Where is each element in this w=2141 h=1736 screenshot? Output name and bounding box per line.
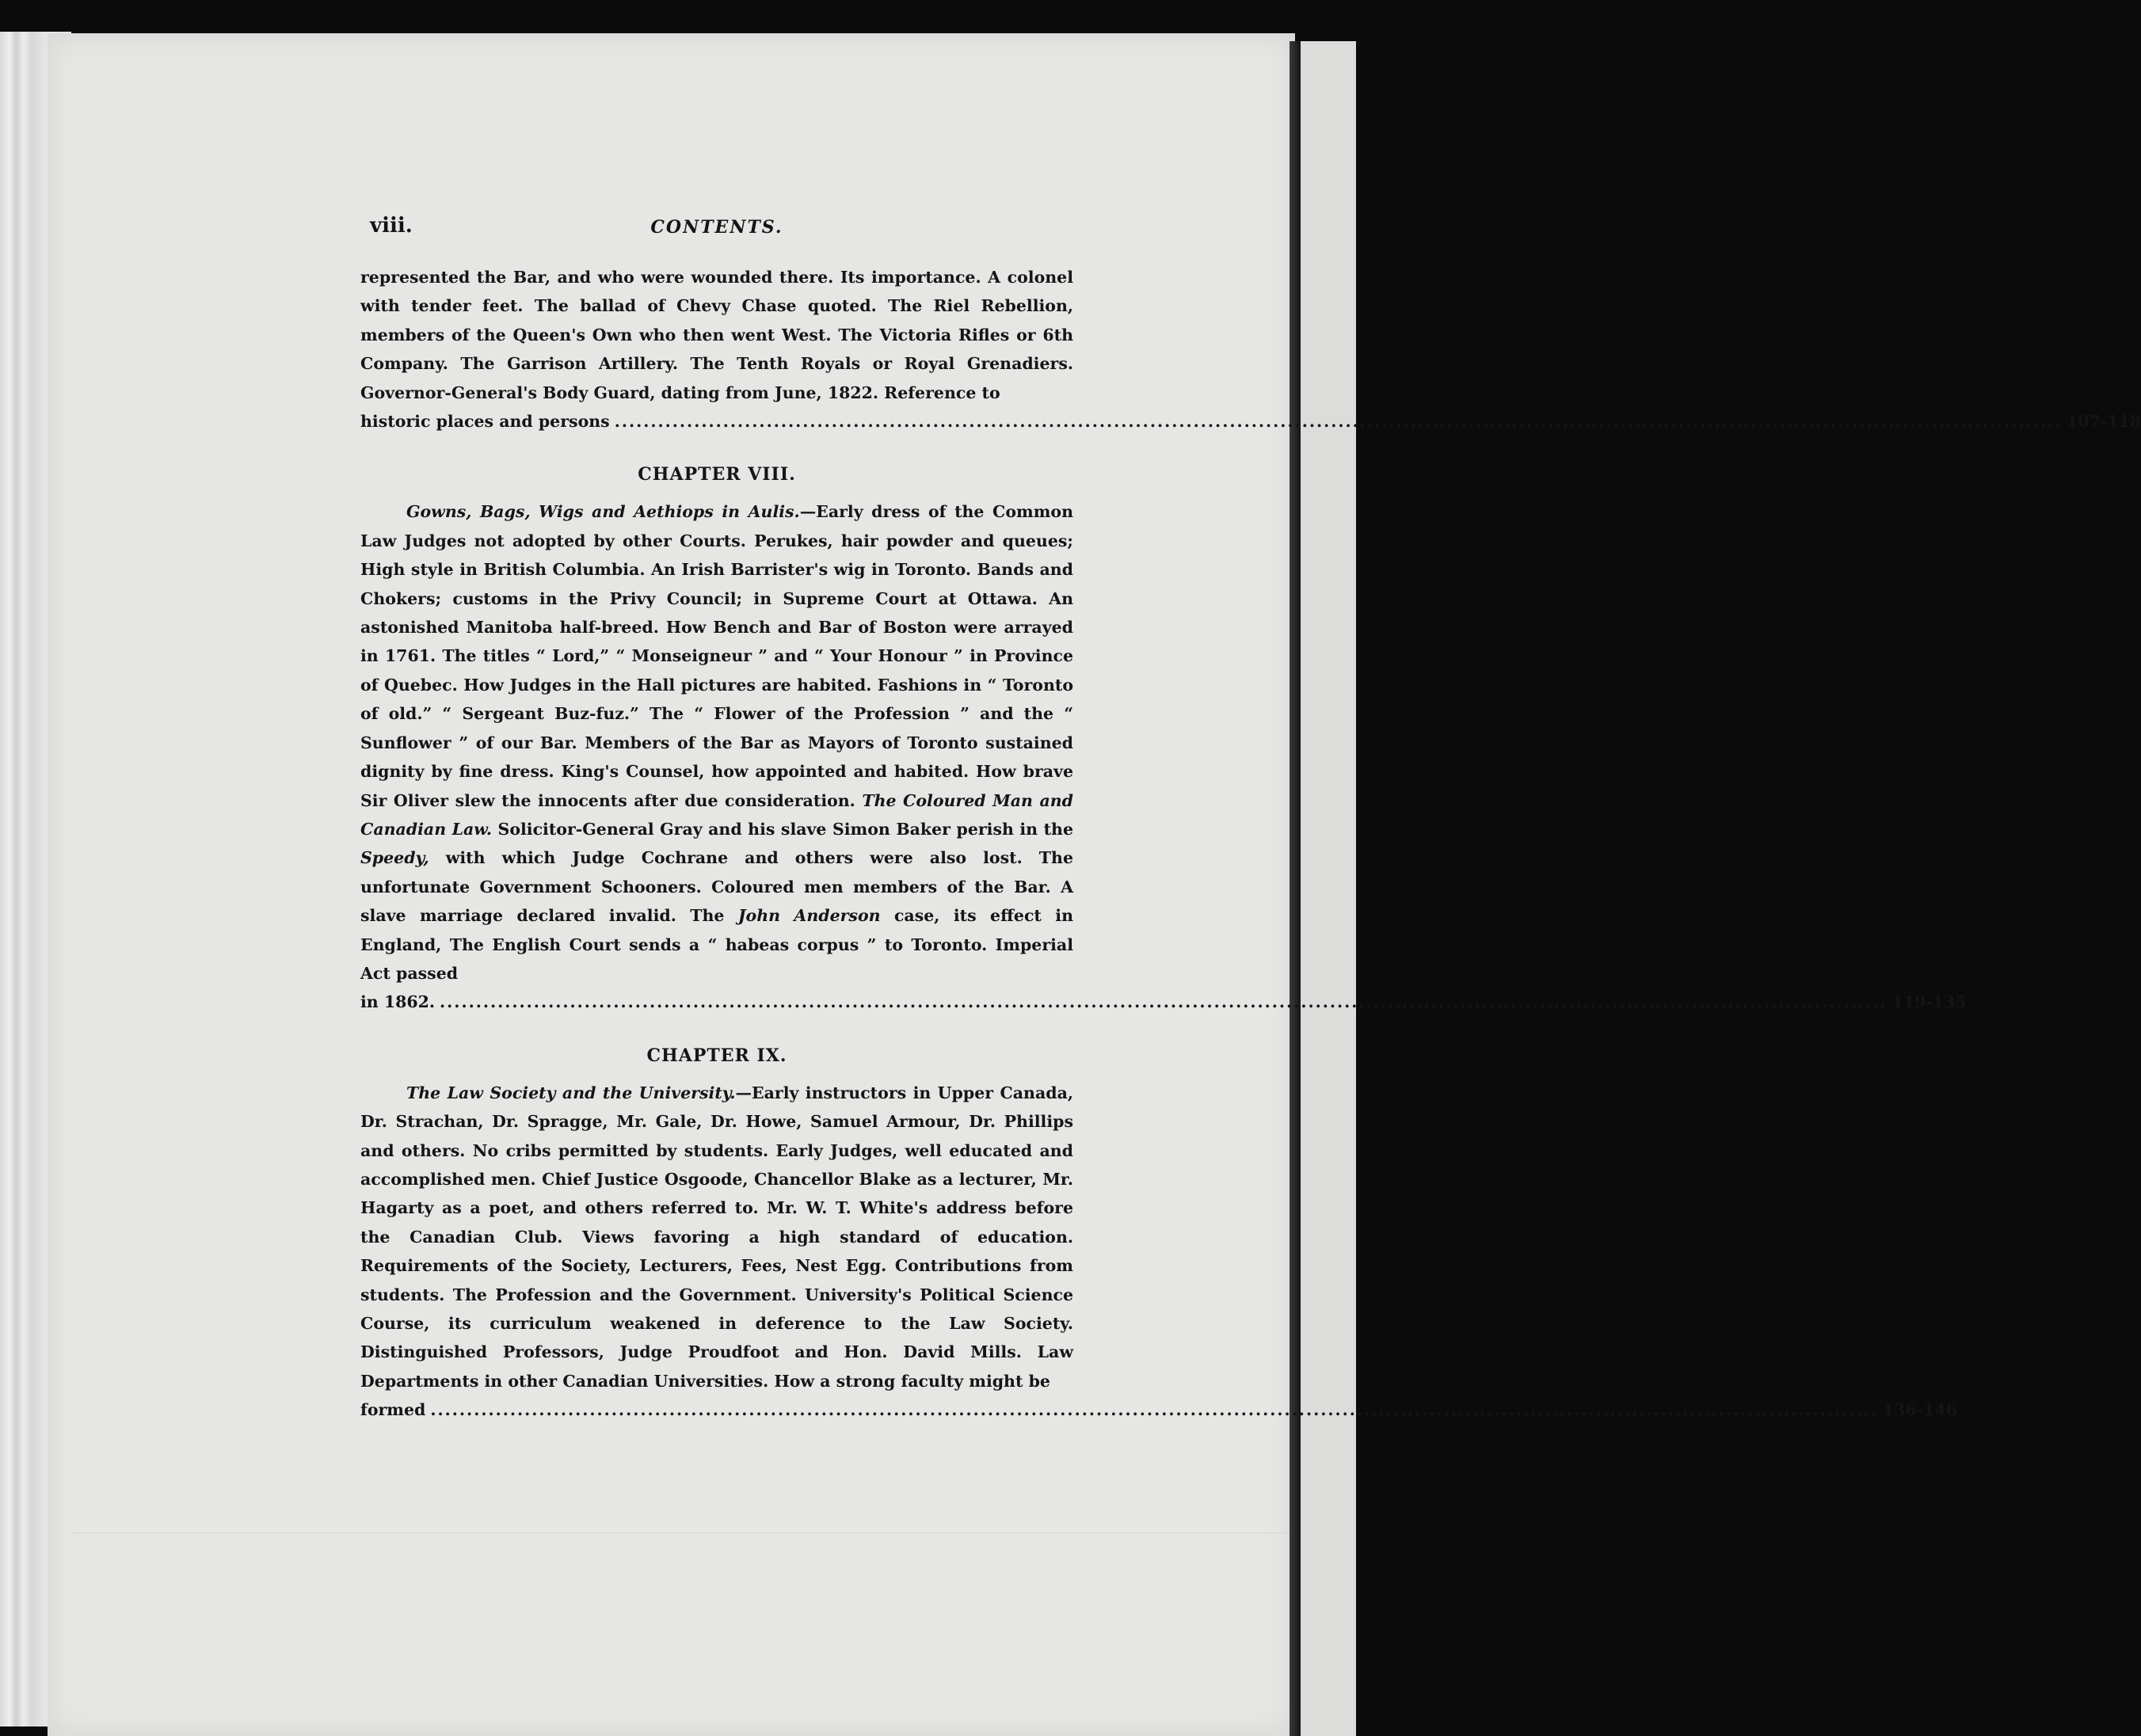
chapter-8-text-g: case, its effect in England, The English Court sends a “ habeas corpus ” to Toronto. Imperial Act passed [360, 906, 1073, 983]
chapter-9-heading: CHAPTER IX. [646, 1045, 787, 1066]
chapter-8-text-c: Solicitor-General Gray and his slave Simon Baker perish in the [492, 819, 1073, 839]
contents-page [360, 214, 2141, 1425]
chapter-9-page-range: 136-146 [1882, 1400, 1957, 1420]
chapter-8-title: Gowns, Bags, Wigs and Aethiops in Aulis. [406, 502, 800, 522]
chapter-8-heading: CHAPTER VIII. [638, 464, 796, 485]
chapter-8-summary [360, 497, 1073, 988]
chapter-8-italic-f: John Anderson [737, 906, 881, 926]
chapter-9-title: The Law Society and the University. [406, 1083, 736, 1102]
intro-last-line: historic places and persons [360, 412, 610, 432]
chapter-8-text-a: —Early dress of the Common Law Judges not adopted by other Courts. Perukes, hair powder and queues; High style in British Columbia. An Irish Barrister's wig in Toronto. Bands and Chokers; customs in the Privy Council; in Supreme Court at Ottawa. An astonished Manitoba half-breed. How Bench and Bar of Boston were arrayed in 1761. The titles “ Lord,” “ Monseigneur ” and “ Your Honour ” in Province of Quebec. How Judges in the Hall pictures are habited. Fashions in “ Toronto of old.” “ Sergeant Buz-fuz.” The “ Flower of the Profession ” and the “ Sunflower ” of our Bar. Members of the Bar as Mayors of Toronto sustained dignity by fine dress. King's Counsel, how appointed and habited. How brave Sir Oliver slew the innocents after due consideration. [360, 502, 1073, 810]
intro-text: represented the Bar, and who were wounded there. Its importance. A colonel with tender feet. The ballad of Chevy Chase quoted. The Riel Rebellion, members of the Queen's Own who then went West. The Victoria Rifles or 6th Company. The Garrison Artillery. The Tenth Royals or Royal Grenadiers. Governor-General's Body Guard, dating from June, 1822. Reference to [360, 268, 1073, 402]
page-number: viii. [370, 214, 413, 238]
chapter-9-leader-line [360, 1395, 1957, 1424]
chapter-8-page-range: 119-135 [1891, 992, 1967, 1012]
binding-gutter [1290, 41, 1301, 1736]
running-title: CONTENTS. [650, 217, 783, 238]
bottom-margin-line [71, 1532, 1291, 1533]
chapter-8-leader-line [360, 988, 1967, 1016]
chapter-8-italic-b: The Coloured Man and Canadian Law. [360, 790, 1073, 839]
intro-paragraph [360, 263, 1073, 407]
chapter-8-italic-d: Speedy, [360, 848, 429, 868]
chapter-8-last-line: in 1862. [360, 992, 436, 1012]
chapter-8-text-e: with which Judge Cochrane and others were also lost. The unfortunate Government Schooners. Coloured men members of the Bar. A slave marriage declared invalid. The [360, 848, 1073, 926]
intro-leader-line [360, 407, 2141, 436]
chapter-9-last-line: formed [360, 1400, 426, 1420]
dot-leader: ........................................................................................................................................................................................................ [614, 412, 2063, 432]
chapter-9-text: —Early instructors in Upper Canada, Dr. Strachan, Dr. Spragge, Mr. Gale, Dr. Howe, Samuel Armour, Dr. Phillips and others. No cribs permitted by students. Early Judges, well educated and accomplished men. Chief Justice Osgoode, Chancellor Blake as a lecturer, Mr. Hagarty as a poet, and others referred to. Mr. W. T. White's address before the Canadian Club. Views favoring a high standard of education. Requirements of the Society, Lecturers, Fees, Nest Egg. Contributions from students. The Profession and the Government. University's Political Science Course, its curriculum weakened in deference to the Law Society. Distinguished Professors, Judge Proudfoot and Hon. David Mills. Law Departments in other Canadian Universities. How a strong faculty might be [360, 1083, 1073, 1391]
facing-page-edge [1301, 41, 1356, 1736]
running-head [360, 214, 1073, 249]
dot-leader: ........................................................................................................................................................................................................ [440, 992, 1888, 1012]
dot-leader: ........................................................................................................................................................................................................ [430, 1400, 1878, 1420]
chapter-9-summary [360, 1079, 1073, 1395]
intro-page-range: 107-118 [2067, 412, 2141, 432]
